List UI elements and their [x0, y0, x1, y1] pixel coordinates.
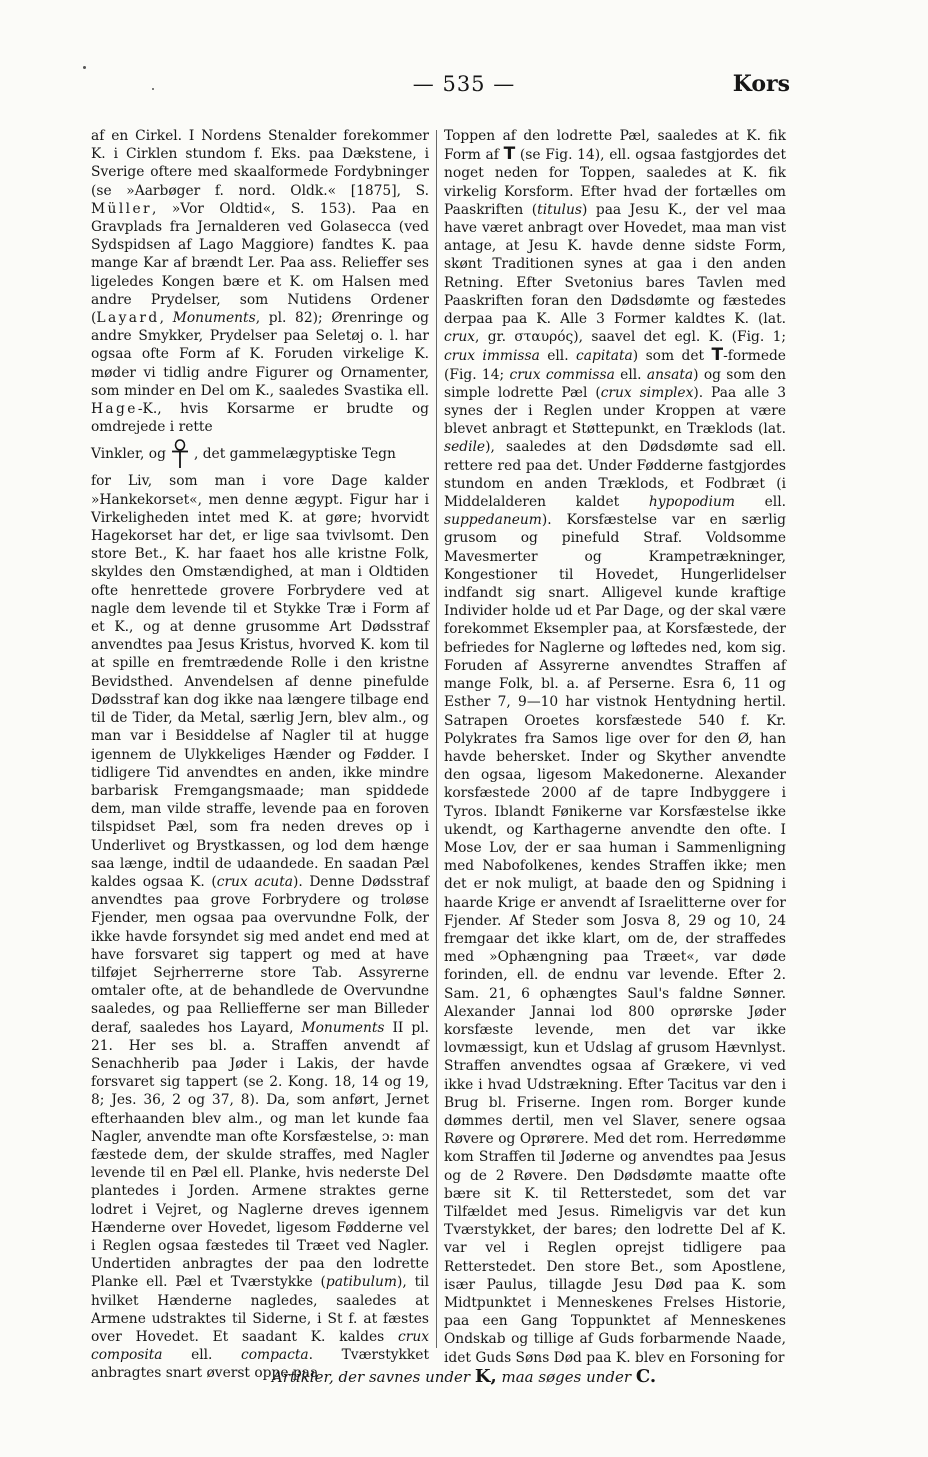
left-column	[91, 127, 429, 1383]
running-head: Kors	[732, 71, 790, 97]
column-divider	[436, 130, 437, 1348]
paragraph: Toppen af den lodrette Pæl, saaledes at K. fik Form af T (se Fig. 14), ell. ogsaa fastgjordes det noget neden for Toppen, saaledes at K. fik virkelig Korsform. Efter hvad der fortælles om Paaskriften (titulus) paa Jesu K., der vel maa have været anbragt over Hovedet, maa man vist antage, at Jesu K. havde denne sidste Form, skønt Traditionen synes at gaa i den anden Retning. Efter Svetonius bares Tavlen med Paaskriften foran den Dødsdømte og fæstedes derpaa paa K. Alle 3 Former kaldtes K. (lat. crux, gr. σταυρός), saavel det egl. K. (Fig. 1; crux immissa ell. capitata) som det T-formede (Fig. 14; crux commissa ell. ansata) og som den simple lodrette Pæl (crux simplex). Paa alle 3 synes der i Reglen under Kroppen at være blevet anbragt et Støttepunkt, en Træklods (lat. sedile), saaledes at den Dødsdømte sad ell. rettere red paa det. Under Fødderne fastgjordes stundom en anden Træklods, et Fodbræt (i Middelalderen kaldet hypopodium ell. suppedaneum). Korsfæstelse var en særlig grusom og pinefuld Straf. Voldsomme Mavesmerter og Krampetrækninger, Kongestioner til Hovedet, Hungerlidelser indfandt sig snart. Alligevel kunde kraftige Individer holde ud et Par Dage, og der skal være forekommet Eksempler paa, at Korsfæstede, der befriedes for Naglerne og løftedes ned, kom sig. Foruden af Assyrerne anvendtes Straffen af mange Folk, bl. a. af Perserne. Esra 6, 11 og Esther 7, 9—10 har vistnok Hentydning hertil. Satrapen Oroetes korsfæstede 540 f. Kr. Polykrates fra Samos lige over for den Ø, han havde behersket. Inder og Skyther anvendte den ogsaa, ligesom Makedonerne. Alexander korsfæstede 2000 af de tapre Indbyggere i Tyros. Iblandt Fønikerne var Korsfæstelse ikke ukendt, og Karthagerne anvendte den ofte. I Mose Lov, der er saa human i Sammenligning med Nabofolkenes, kendes Straffen ikke; men det er nok muligt, at baade den og Spidning i haarde Krige er anvendt af Israelitterne over for Fjender. Af Steder som Josva 8, 29 og 10, 24 fremgaar det ikke klart, om de, der straffedes med »Ophængning paa Træet«, var døde forinden, ell. de endnu var levende. Efter 2. Sam. 21, 6 ophængtes Saul's faldne Sønner. Alexander Jannai lod 800 oprørske Jøder korsfæste levende, men det var ikke lovmæssigt, kun et Udslag af grusom Hævnlyst. Straffen anvendtes ogsaa af Grækere, vi ved ikke i hvad Udstrækning. Efter Tacitus var den i Brug bl. Friserne. Ingen rom. Borger kunde dømmes dertil, men vel Slaver, senere ogsaa Røvere og Oprørere. Med det rom. Herredømme kom Straffen til Jøderne og anvendtes paa Jesus og de 2 Røvere. Den Dødsdømte maatte ofte bære sit K. til Retterstedet, som det var Tilfældet med Jesus. Rimeligvis var det kun Tværstykket, der bares; den lodrette Del af K. var vel i Reglen oprejst tidligere paa Retterstedet. Den store Bet., som Apostlene, især Paulus, tillagde Jesu Død paa K. som Midtpunktet i Menneskenes Frelses Historie, paa een Gang Toppunktet af Menneskenes Ondskab og tillige af Guds forbarmende Naade, idet Guds Søns Død paa K. blev en Forsoning for	[444, 128, 787, 1366]
right-column	[444, 127, 786, 1367]
ankh-icon	[170, 439, 190, 469]
author-name: Layard	[96, 310, 160, 327]
book-title: Monuments	[172, 310, 256, 327]
print-speck	[83, 66, 86, 69]
page-number: — 535 —	[412, 72, 516, 96]
footer-note: Artikler, der savnes under K, maa søges under C.	[271, 1366, 657, 1387]
term: Hage	[91, 401, 138, 418]
t-cross-glyph: T	[711, 345, 724, 366]
paragraph: for Liv, som man i vore Dage kalder »Hankekorset«, men denne ægypt. Figur har i Virkeligheden intet med K. at gøre; hvorvidt Hagekorset har det, er lige saa tvivlsomt. Den store Bet., K. har faaet hos alle kristne Folk, skyldes den Omstændighed, at man i Oldtiden ofte henrettede grovere Forbrydere ved at nagle dem levende til et Stykke Træ i Form af et K., og at denne grusomme Art Dødsstraf anvendtes paa Jesus Kristus, hvorved K. kom til at spille en fremtrædende Rolle i den kristne Bevidsthed. Anvendelsen af denne pinefulde Dødsstraf kan dog ikke naa længere tilbage end til de Tider, da Metal, særlig Jern, blev alm., og man var i Besiddelse af Nagler til at hugge igennem de Ulykkeliges Hænder og Fødder. I tidligere Tid anvendtes en anden, ikke mindre barbarisk Fremgangsmaade; man spiddede dem, man vilde straffe, levende paa en foroven tilspidset Pæl, som fra neden dreves op i Underlivet og Brystkassen, og lod dem hænge saa længe, indtil de udaandede. En saadan Pæl kaldes ogsaa K. (crux acuta). Denne Dødsstraf anvendtes paa grove Forbrydere og troløse Fjender, men ogsaa paa overvundne Folk, der ikke havde forsyndet sig med andet end med at have forsvaret sig tappert og med at have tilføjet Sejrherrerne store Tab. Assyrerne omtaler ofte, at de behandlede de Overvundne saaledes, og paa Relliefferne ser man Billeder deraf, saaledes hos Layard, Monuments II pl. 21. Her ses bl. a. Straffen anvendt af Senachherib paa Jøder i Lakis, der havde forsvaret sig tappert (se 2. Kong. 18, 14 og 19, 8; Jes. 36, 2 og 37, 8). Da, som anført, Jernet efterhaanden blev alm., og man let kunde faa Nagler, anvendte man ofte Korsfæstelse, ɔ: man fæstede dem, der skulde straffes, med Nagler levende til en Pæl ell. Planke, hvis nederste Del plantedes i Jorden. Armene straktes gerne lodret i Vejret, og Naglerne dreves igennem Hænderne over Hovedet, ligesom Fødderne vel i Reglen ogsaa fæstedes til Træet ved Nagler. Undertiden anbragtes der paa den lodrette Planke ell. Pæl et Tværstykke (patibulum), til hvilket Hænderne nagledes, saaledes at Armene udstraktes til Siderne, i St f. at fæstes over Hovedet. Et saadant K. kaldes crux composita ell. compacta. Tværstykket anbragtes snart øverst oppe paa	[91, 473, 429, 1382]
t-cross-glyph: T	[503, 144, 516, 165]
paragraph: af en Cirkel. I Nordens Stenalder forekommer K. i Cirklen stundom f. Eks. paa Dækstene, i Sverige oftere med skaalformede Fordybninger (se »Aarbøger f. nord. Oldk.« [1875], S. Müller, »Vor Oldtid«, S. 153). Paa en Gravplads fra Jernalderen ved Golasecca (ved Sydspidsen af Lago Maggiore) fandtes K. paa mange Kar af brændt Ler. Paa ass. Relieffer ses ligeledes Kongen bære et K. om Halsen med andre Prydelser, som Nutidens Ordener (Layard, Monuments, pl. 82); Ørenringe og andre Smykker, Prydelser paa Seletøj o. l. har ogsaa ofte Form af K. Foruden virkelige K. møder vi tidlig andre Figurer og Ornamenter, som minder en Del om K., saaledes Svastika ell. Hage-K., hvis Korsarme er brudte og omdrejede i rette	[91, 128, 429, 436]
author-name: Müller	[91, 200, 152, 217]
ankh-line: Vinkler, og , det gammelægyptiske Tegn	[91, 439, 429, 469]
